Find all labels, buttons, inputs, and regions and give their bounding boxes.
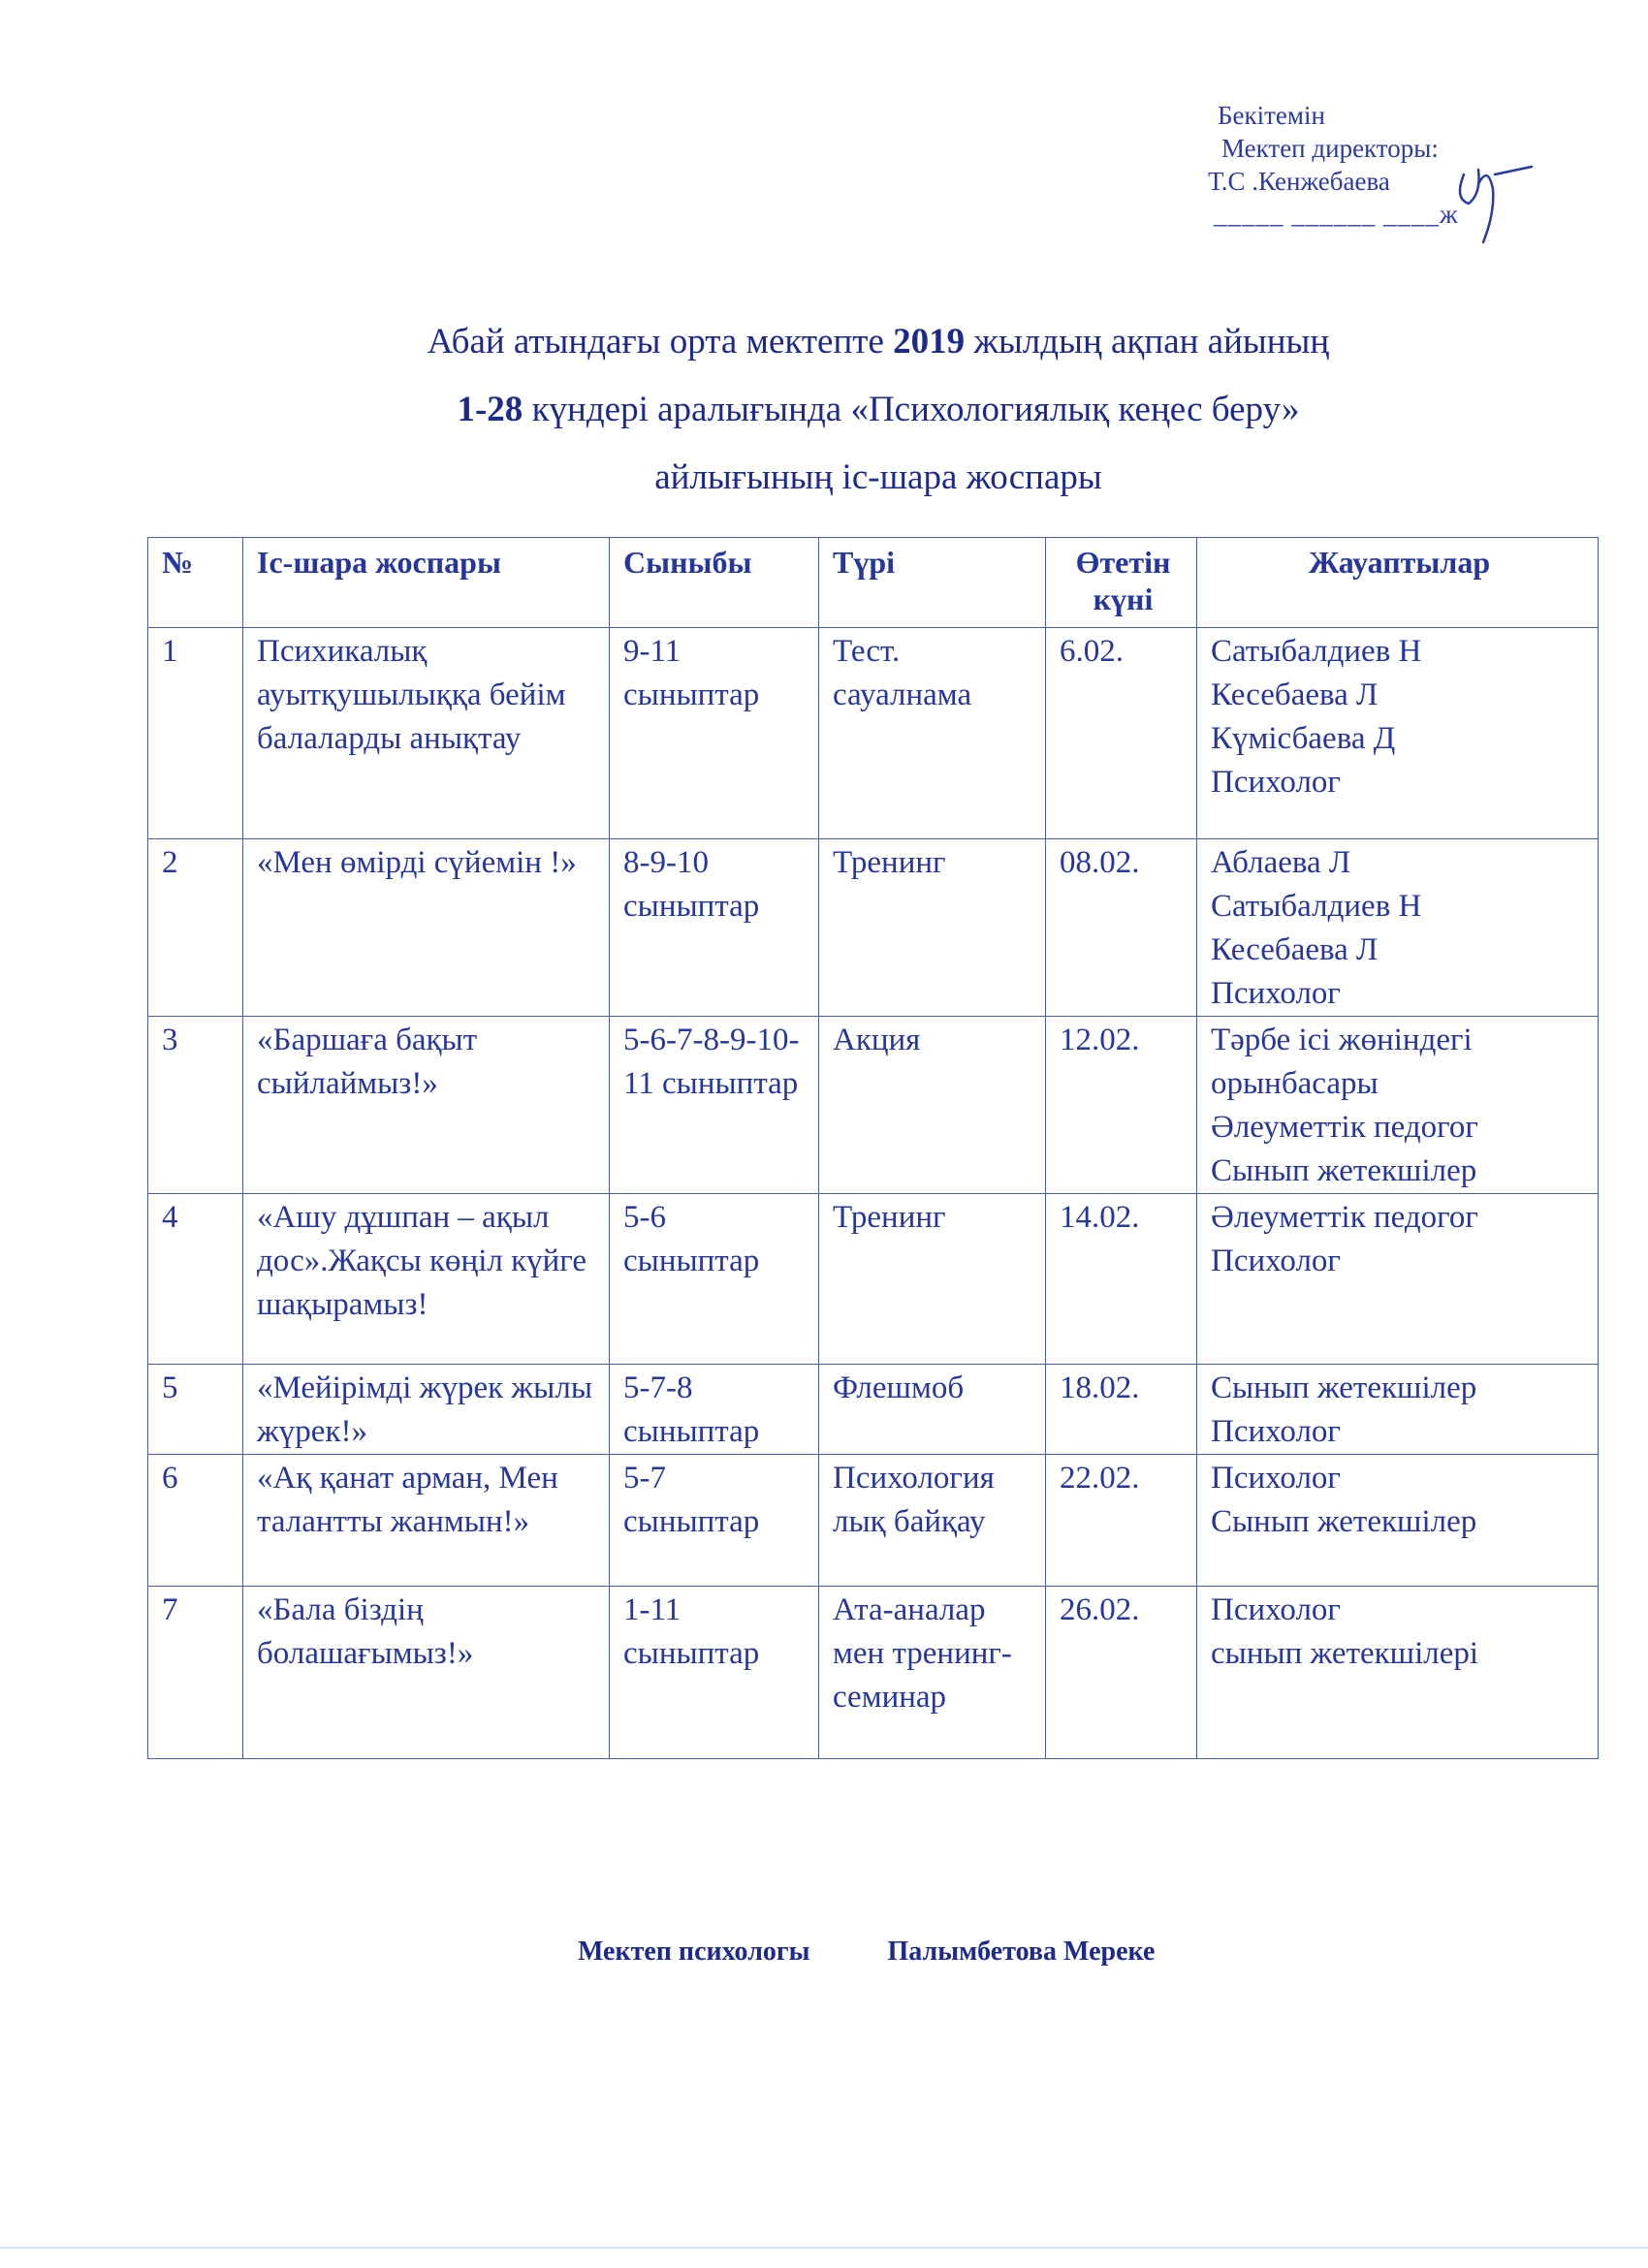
row-number: 7 [148, 1587, 243, 1759]
row-class: 9-11 сыныптар [610, 628, 819, 839]
title-days: 1-28 [457, 390, 523, 429]
row-number: 5 [148, 1365, 243, 1455]
row-number: 3 [148, 1017, 243, 1194]
row-class: 5-7-8 сыныптар [610, 1365, 819, 1455]
table-row [148, 1455, 1599, 1587]
table-row [148, 839, 1599, 1017]
title-line-2 [0, 376, 1648, 444]
event-plan-table [147, 537, 1599, 1759]
header-number: № [148, 538, 243, 628]
approval-director-title: Мектеп директоры: [1221, 134, 1439, 163]
row-event: «Бала біздің болашағымыз!» [243, 1587, 610, 1759]
row-date: 18.02. [1046, 1365, 1197, 1455]
row-class: 5-6 сыныптар [610, 1194, 819, 1365]
header-type: Түрі [819, 538, 1046, 628]
row-responsible [1197, 628, 1599, 839]
row-responsible [1197, 1587, 1599, 1759]
row-event: «Ақ қанат арман, Мен талантты жанмын!» [243, 1455, 610, 1587]
page-bottom-edge [0, 2247, 1648, 2249]
row-responsible [1197, 1017, 1599, 1194]
responsible-person: Психолог [1211, 765, 1341, 800]
responsible-person: Психолог [1211, 1244, 1341, 1278]
table-row [148, 1587, 1599, 1759]
responsible-person: Кесебаева Л [1211, 932, 1379, 967]
responsible-person: Әлеуметтік педогог [1211, 1200, 1478, 1235]
table-row [148, 1017, 1599, 1194]
title-line-1-part-a: Абай атындағы орта мектепте [427, 322, 894, 362]
table-row [148, 1194, 1599, 1365]
responsible-person: Психолог [1211, 1592, 1341, 1627]
table-row [148, 1365, 1599, 1455]
approval-date-line: _____ ______ ____ж [1214, 200, 1459, 229]
row-event: «Мен өмірді сүйемін !» [243, 839, 610, 1017]
responsible-person: Психолог [1211, 1461, 1341, 1496]
responsible-person: Тәрбе ісі жөніндегі [1211, 1023, 1473, 1057]
title-line-1-part-b: жылдың ақпан айының [965, 322, 1330, 362]
responsible-person: Психолог [1211, 976, 1341, 1011]
row-date: 26.02. [1046, 1587, 1197, 1759]
row-event: «Мейірімді жүрек жылы жүрек!» [243, 1365, 610, 1455]
title-year: 2019 [893, 322, 966, 362]
row-type: Акция [819, 1017, 1046, 1194]
row-class: 5-7 сыныптар [610, 1455, 819, 1587]
footer-name: Палымбетова Мереке [887, 1937, 1156, 1967]
title-line-3: айлығының іс-шара жоспары [654, 457, 1102, 497]
responsible-person: сынып жетекшілері [1211, 1636, 1479, 1671]
row-class: 8-9-10 сыныптар [610, 839, 819, 1017]
row-number: 2 [148, 839, 243, 1017]
header-class: Сыныбы [610, 538, 819, 628]
footer-signature-line [578, 1937, 1155, 1968]
document-title [0, 308, 1648, 512]
responsible-person: Кесебаева Л [1211, 677, 1379, 712]
responsible-person: Күмісбаева Д [1211, 721, 1396, 756]
row-date: 6.02. [1046, 628, 1197, 839]
row-type: Тренинг [819, 839, 1046, 1017]
row-event: «Ашу дұшпан – ақыл дос».Жақсы көңіл күйге шақырамыз! [243, 1194, 610, 1365]
row-type: Тренинг [819, 1194, 1046, 1365]
header-date: Өтетін күні [1046, 538, 1197, 628]
row-class: 5-6-7-8-9-10-11 сыныптар [610, 1017, 819, 1194]
footer-role: Мектеп психологы [578, 1937, 810, 1967]
row-number: 6 [148, 1455, 243, 1587]
responsible-person: Сатыбалдиев Н [1211, 634, 1422, 669]
responsible-person: Сынып жетекшілер [1211, 1370, 1477, 1405]
row-date: 14.02. [1046, 1194, 1197, 1365]
row-type: Тест. сауалнама [819, 628, 1046, 839]
row-type: Психология лық байқау [819, 1455, 1046, 1587]
table-row [148, 628, 1599, 839]
table-header-row [148, 538, 1599, 628]
responsible-person: Әлеуметтік педогог [1211, 1110, 1478, 1145]
row-type: Флешмоб [819, 1365, 1046, 1455]
row-event: Психикалық ауытқушылыққа бейім балаларды анықтау [243, 628, 610, 839]
responsible-person: Сатыбалдиев Н [1211, 889, 1422, 924]
header-event: Іс-шара жоспары [243, 538, 610, 628]
row-date: 22.02. [1046, 1455, 1197, 1587]
row-responsible [1197, 839, 1599, 1017]
responsible-person: Сынып жетекшілер [1211, 1153, 1477, 1188]
row-type: Ата-аналар мен тренинг-семинар [819, 1587, 1046, 1759]
responsible-person: Психолог [1211, 1414, 1341, 1449]
row-responsible [1197, 1455, 1599, 1587]
header-responsible: Жауаптылар [1197, 538, 1599, 628]
responsible-person: Аблаева Л [1211, 845, 1351, 880]
row-responsible [1197, 1194, 1599, 1365]
director-signature [1425, 145, 1561, 252]
approval-director-name: Т.С .Кенжебаева [1208, 167, 1390, 196]
responsible-person: Сынып жетекшілер [1211, 1504, 1477, 1539]
row-event: «Баршаға бақыт сыйлаймыз!» [243, 1017, 610, 1194]
row-number: 4 [148, 1194, 243, 1365]
responsible-person: орынбасары [1211, 1066, 1379, 1101]
title-line-2-part-b: күндері аралығында «Психологиялық кеңес беру» [523, 390, 1300, 429]
row-responsible [1197, 1365, 1599, 1455]
row-number: 1 [148, 628, 243, 839]
approval-label: Бекітемін [1218, 101, 1325, 130]
row-class: 1-11 сыныптар [610, 1587, 819, 1759]
title-line-1 [0, 308, 1648, 376]
row-date: 12.02. [1046, 1017, 1197, 1194]
row-date: 08.02. [1046, 839, 1197, 1017]
